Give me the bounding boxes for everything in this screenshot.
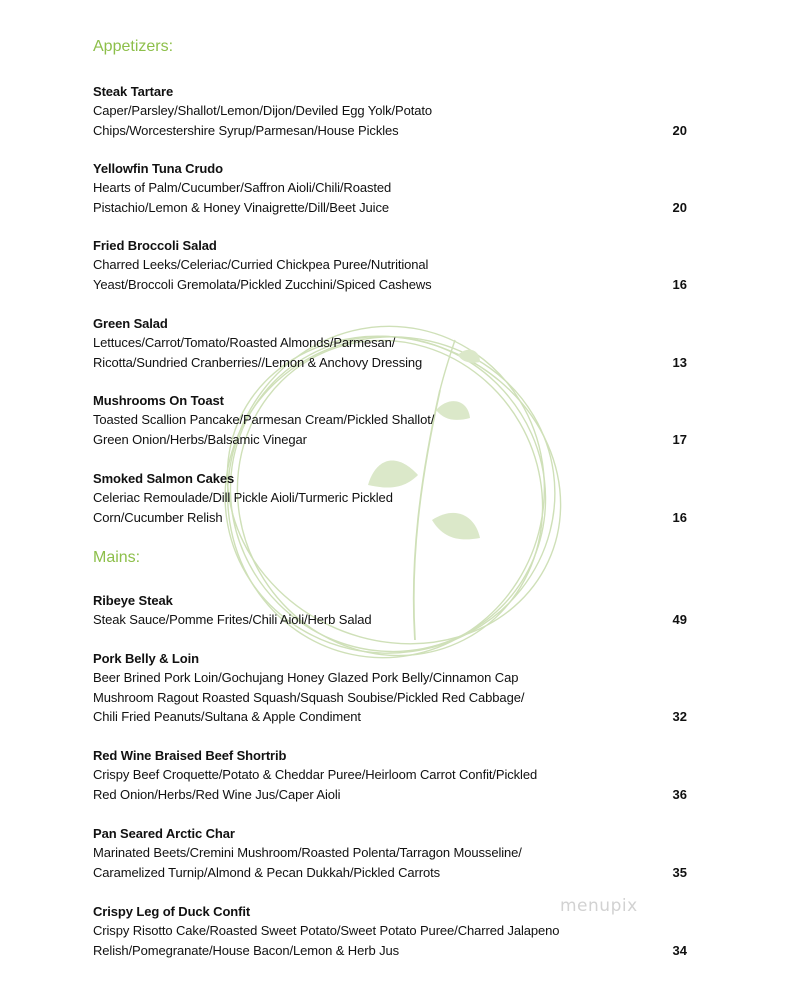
item-description: Ricotta/Sundried Cranberries//Lemon & Anchovy Dressing	[93, 354, 423, 370]
item-price: 34	[672, 942, 687, 958]
menu-item-fried-broccoli-salad	[93, 236, 693, 294]
item-description: Yeast/Broccoli Gremolata/Pickled Zucchini/Spiced Cashews	[93, 276, 432, 292]
menu-item-ribeye-steak	[93, 591, 693, 630]
item-name: Ribeye Steak	[93, 593, 173, 608]
item-name: Smoked Salmon Cakes	[93, 471, 235, 486]
item-price: 13	[672, 354, 687, 370]
item-name: Pork Belly & Loin	[93, 651, 199, 666]
item-description: Charred Leeks/Celeriac/Curried Chickpea Puree/Nutritional	[93, 257, 429, 272]
menu-item-pork-belly-loin	[93, 649, 693, 727]
item-name: Green Salad	[93, 316, 168, 331]
item-price: 16	[672, 276, 687, 292]
item-description: Toasted Scallion Pancake/Parmesan Cream/Pickled Shallot/	[93, 412, 435, 427]
menu-item-yellowfin-tuna-crudo	[93, 159, 693, 217]
menu-item-steak-tartare	[93, 82, 693, 140]
item-description: Beer Brined Pork Loin/Gochujang Honey Glazed Pork Belly/Cinnamon Cap	[93, 670, 519, 685]
menu-item-pan-seared-arctic-char	[93, 824, 693, 882]
item-description: Caramelized Turnip/Almond & Pecan Dukkah/Pickled Carrots	[93, 864, 441, 880]
item-description: Red Onion/Herbs/Red Wine Jus/Caper Aioli	[93, 786, 341, 802]
menu-item-smoked-salmon-cakes	[93, 469, 693, 527]
item-price: 20	[672, 199, 687, 215]
item-price: 20	[672, 122, 687, 138]
mains-heading: Mains:	[93, 549, 141, 566]
item-description: Green Onion/Herbs/Balsamic Vinegar	[93, 431, 307, 447]
item-description: Chips/Worcestershire Syrup/Parmesan/House Pickles	[93, 122, 399, 138]
item-description: Celeriac Remoulade/Dill Pickle Aioli/Turmeric Pickled	[93, 490, 393, 505]
item-description: Caper/Parsley/Shallot/Lemon/Dijon/Deviled Egg Yolk/Potato	[93, 103, 433, 118]
menu-item-green-salad	[93, 314, 693, 372]
item-description: Mushroom Ragout Roasted Squash/Squash Soubise/Pickled Red Cabbage/	[93, 689, 525, 705]
appetizers-heading: Appetizers:	[93, 38, 174, 55]
item-name: Crispy Leg of Duck Confit	[93, 904, 251, 919]
item-price: 36	[672, 786, 687, 802]
item-price: 17	[672, 431, 687, 447]
item-description: Lettuces/Carrot/Tomato/Roasted Almonds/Parmesan/	[93, 335, 396, 350]
menu-item-red-wine-braised-beef-shortrib	[93, 746, 693, 804]
item-description: Crispy Risotto Cake/Roasted Sweet Potato/Sweet Potato Puree/Charred Jalapeno	[93, 923, 560, 938]
item-name: Steak Tartare	[93, 84, 174, 99]
item-price: 35	[672, 864, 687, 880]
item-description: Crispy Beef Croquette/Potato & Cheddar Puree/Heirloom Carrot Confit/Pickled	[93, 767, 538, 782]
item-name: Mushrooms On Toast	[93, 393, 224, 408]
item-name: Red Wine Braised Beef Shortrib	[93, 748, 287, 763]
item-price: 32	[672, 709, 687, 724]
item-name: Yellowfin Tuna Crudo	[93, 161, 223, 176]
menupix-watermark-logo: menupix	[560, 896, 638, 916]
item-description: Marinated Beets/Cremini Mushroom/Roasted Polenta/Tarragon Mousseline/	[93, 845, 522, 860]
item-description: Pistachio/Lemon & Honey Vinaigrette/Dill/Beet Juice	[93, 199, 389, 215]
item-description: Chili Fried Peanuts/Sultana & Apple Condiment	[93, 709, 361, 724]
item-description: Steak Sauce/Pomme Frites/Chili Aioli/Herb Salad	[93, 612, 372, 627]
item-price: 49	[672, 612, 687, 627]
item-description: Corn/Cucumber Relish	[93, 509, 223, 525]
menu-item-mushrooms-on-toast	[93, 391, 693, 449]
item-name: Pan Seared Arctic Char	[93, 826, 235, 841]
item-price: 16	[672, 509, 687, 525]
item-description: Relish/Pomegranate/House Bacon/Lemon & Herb Jus	[93, 942, 400, 958]
item-name: Fried Broccoli Salad	[93, 238, 217, 253]
item-description: Hearts of Palm/Cucumber/Saffron Aioli/Chili/Roasted	[93, 180, 392, 195]
